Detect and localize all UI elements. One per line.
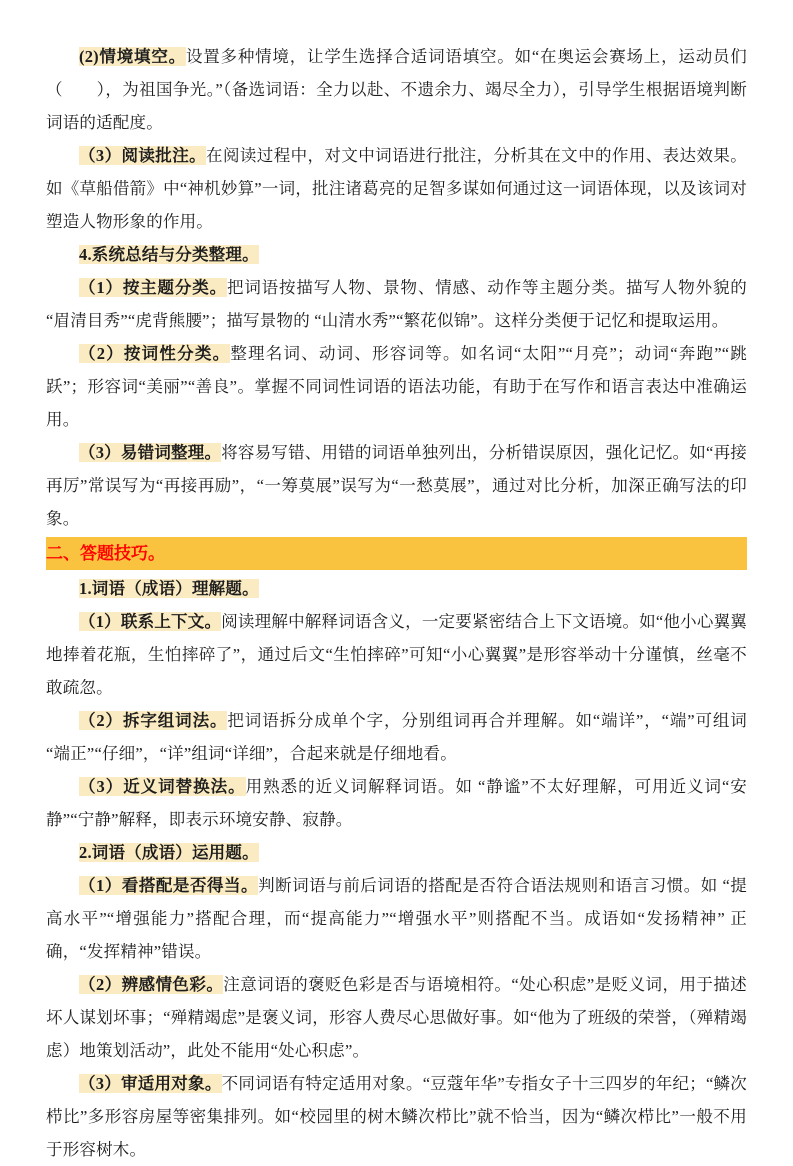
paragraph bbox=[46, 836, 747, 869]
paragraph-heading: （2）辨感情色彩。 bbox=[79, 975, 224, 994]
paragraph bbox=[46, 605, 747, 704]
paragraph-heading: （2）按词性分类。 bbox=[79, 344, 231, 363]
paragraph-body: 注意词语的褒贬色彩是否与语境相符。“处心积虑”是贬义词，用于描述坏人谋划坏事；“殚精竭虑”是褒义词，形容人费尽心思做好事。如“他为了班级的荣誉，（殚精竭虑）地策划活动”，此处不能用“处心积虑”。 bbox=[46, 975, 747, 1060]
paragraph-body: 判断词语与前后词语的搭配是否符合语法规则和语言习惯。如 “提高水平”“增强能力”搭配合理，而“提高能力”“增强水平”则搭配不当。成语如“发扬精神” 正确，“发挥精神”错误。 bbox=[46, 876, 748, 961]
paragraph-heading: 4.系统总结与分类整理。 bbox=[79, 245, 259, 264]
paragraph bbox=[46, 704, 747, 770]
paragraph-heading: （3）近义词替换法。 bbox=[79, 777, 246, 796]
paragraph bbox=[46, 238, 747, 271]
paragraph bbox=[46, 869, 747, 968]
paragraph-body: 把词语按描写人物、景物、情感、动作等主题分类。描写人物外貌的 “眉清目秀”“虎背熊腰”；描写景物的 “山清水秀”“繁花似锦”。这样分类便于记忆和提取运用。 bbox=[46, 278, 747, 330]
paragraph bbox=[46, 40, 747, 139]
paragraph bbox=[46, 1067, 747, 1166]
paragraph-body: 将容易写错、用错的词语单独列出，分析错误原因，强化记忆。如“再接再厉”常误写为“再接再励”，“一筹莫展”误写为“一愁莫展”，通过对比分析，加深正确写法的印象。 bbox=[46, 443, 747, 528]
paragraph-heading: 2.词语（成语）运用题。 bbox=[79, 843, 259, 862]
paragraph bbox=[46, 139, 747, 238]
paragraph-heading: （3）审适用对象。 bbox=[79, 1074, 222, 1093]
section-banner-label: 二、答题技巧。 bbox=[46, 544, 165, 563]
paragraph bbox=[46, 271, 747, 337]
paragraph-body: 整理名词、动词、形容词等。如名词“太阳”“月亮”；动词“奔跑”“跳跃”；形容词“美丽”“善良”。掌握不同词性词语的语法功能，有助于在写作和语言表达中准确运用。 bbox=[46, 344, 747, 429]
paragraph bbox=[46, 968, 747, 1067]
paragraph bbox=[46, 572, 747, 605]
paragraph-heading: （3）阅读批注。 bbox=[79, 146, 207, 165]
paragraph bbox=[46, 770, 747, 836]
paragraph-body: 把词语拆分成单个字，分别组词再合并理解。如“端详”，“端”可组词 “端正”“仔细”，“详”组词“详细”，合起来就是仔细地看。 bbox=[46, 711, 747, 763]
paragraph-body: 设置多种情境，让学生选择合适词语填空。如“在奥运会赛场上，运动员们（ ），为祖国争光。”（备选词语：全力以赴、不遗余力、竭尽全力），引导学生根据语境判断词语的适配度。 bbox=[46, 47, 747, 132]
paragraph-body: 在阅读过程中，对文中词语进行批注，分析其在文中的作用、表达效果。如《草船借箭》中“神机妙算”一词，批注诸葛亮的足智多谋如何通过这一词语体现，以及该词对塑造人物形象的作用。 bbox=[46, 146, 747, 231]
paragraph-heading: (2)情境填空。 bbox=[79, 47, 186, 66]
paragraph bbox=[46, 436, 747, 535]
paragraph-body: 阅读理解中解释词语含义，一定要紧密结合上下文语境。如“他小心翼翼地捧着花瓶，生怕摔碎了”，通过后文“生怕摔碎”可知“小心翼翼”是形容举动十分谨慎，丝毫不敢疏忽。 bbox=[46, 612, 747, 697]
section-banner bbox=[46, 537, 747, 570]
paragraph-body: 不同词语有特定适用对象。“豆蔻年华”专指女子十三四岁的年纪；“鳞次栉比”多形容房屋等密集排列。如“校园里的树木鳞次栉比”就不恰当，因为“鳞次栉比”一般不用于形容树木。 bbox=[46, 1074, 747, 1159]
paragraph-heading: （2）拆字组词法。 bbox=[79, 711, 228, 730]
paragraph-heading: （1）看搭配是否得当。 bbox=[79, 876, 259, 895]
paragraph-heading: （3）易错词整理。 bbox=[79, 443, 222, 462]
paragraph-heading: 1.词语（成语）理解题。 bbox=[79, 579, 259, 598]
paragraph-body: 用熟悉的近义词解释词语。如 “静谧”不太好理解，可用近义词“安静”“宁静”解释，即表示环境安静、寂静。 bbox=[46, 777, 748, 829]
paragraph-heading: （1）联系上下文。 bbox=[79, 612, 222, 631]
document-content bbox=[46, 40, 747, 1166]
paragraph bbox=[46, 337, 747, 436]
paragraph-heading: （1）按主题分类。 bbox=[79, 278, 227, 297]
